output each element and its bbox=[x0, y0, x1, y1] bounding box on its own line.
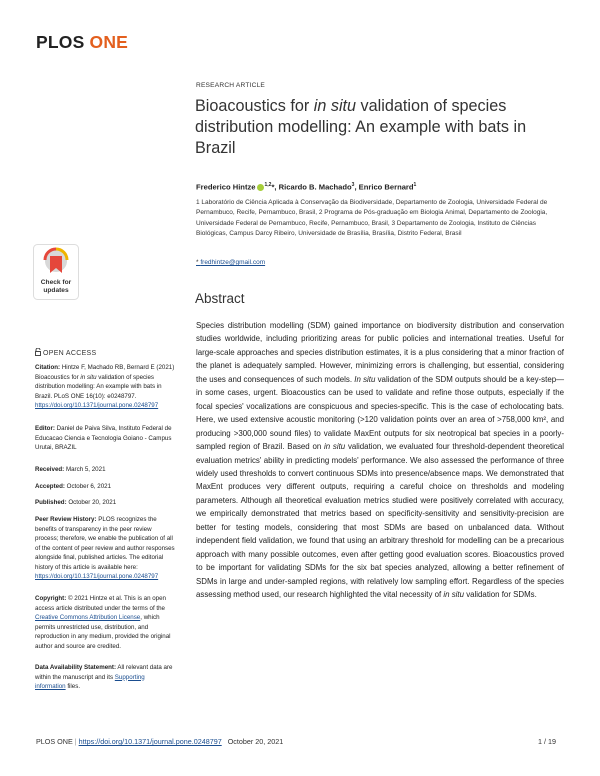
open-access-label: OPEN ACCESS bbox=[35, 348, 96, 357]
orcid-icon[interactable] bbox=[257, 184, 264, 191]
published-date: Published: October 20, 2021 bbox=[35, 499, 117, 506]
citation-block: Citation: Hintze F, Machado RB, Bernard E (2021) Bioacoustics for in situ validation of species distribution modelling: An example with bats in Brazil. PLoS ONE 16(10): e0248797. https://doi.org/10.1371/journal.pone.0248797 bbox=[35, 364, 175, 409]
peer-review-block: Peer Review History: PLOS recognizes the benefits of transparency in the peer review process; therefore, we enable the publication of all of the content of peer review and author responses alongside final, published articles. The editorial history of this article is available here: https://doi.org/10.1371/journal.pone.0248797 bbox=[35, 516, 175, 580]
svg-text:updates: updates bbox=[43, 287, 69, 294]
citation-doi-link[interactable]: https://doi.org/10.1371/journal.pone.0248797 bbox=[35, 402, 159, 409]
journal-logo: PLOS ONE bbox=[36, 32, 129, 52]
supporting-info-link[interactable]: Supporting information bbox=[35, 673, 145, 690]
check-for-updates-badge[interactable] bbox=[33, 244, 79, 300]
editor-block: Editor: Daniel de Paiva Silva, Instituto Federal de Educacao Ciencia e Tecnologia Goiano - Campus Urutai, BRAZIL bbox=[35, 425, 172, 451]
footer-doi-link[interactable]: https://doi.org/10.1371/journal.pone.0248797 bbox=[78, 737, 222, 746]
svg-text:Check for: Check for bbox=[40, 279, 72, 286]
peer-review-link[interactable]: https://doi.org/10.1371/journal.pone.0248797 bbox=[35, 573, 159, 580]
check-for-updates-icon bbox=[33, 244, 79, 300]
corresponding-email[interactable]: * fredhintze@gmail.com bbox=[196, 259, 266, 266]
copyright-block: Copyright: © 2021 Hintze et al. This is an open access article distributed under the terms of the Creative Commons Attribution License, which permits unrestricted use, distribution, and reproduction in any medium, provided the original author and source are credited. bbox=[35, 595, 171, 650]
abstract-body: Species distribution modelling (SDM) gained importance on biodiversity distribution and conservation studies worldwide, including prioritizing areas for public policies and international treaties. Useful for large-scale approaches and species distribution estimates, it is a plus considering that a minor fraction of the planet is adequately sampled. However, minimizing errors is challenging, but essential, considering the uses and consequences of such models. In situ validation of the SDM outputs should be a key-step—in some cases, urgent. Bioacoustics can be used to validate and refine those outputs, especially if the focal species' vocalizations are conspicuous and species-specific. This is the case of echolocating bats. Here, we used extensive acoustic monitoring (>120 validation points over an area of >758,000 km², and producing >300,000 sound files) to validate MaxEnt outputs for six neotropical bat species in a poorly-sampled region of Brazil. Based on in situ validation, we evaluated four threshold-dependent theoretical evaluation metrics' ability in predicting models' performance. We also assessed the performance of three widely used thresholds to convert continuous SDMs into presence/absence maps. We demonstrated that MaxEnt produces very different outputs, requiring a careful choice on thresholds and modeling parameters. Although all theoretical evaluation metrics studied were positively correlated with accuracy, we empirically demonstrated that metrics based on specificity-sensitivity and sensitivity-precision are better for testing models, considering that most SDMs are based on unbalanced data. Without independent field validation, we found that using an arbitrary threshold for modelling can be a precarious approach with many possible outcomes, even after getting good evaluation scores. Bioacoustics proved to be important for validating SDMs for the six bat species analyzed, allowing a better refinement of SDMs in large and under-sampled regions, with relatively low sampling effort. Regardless of the species assessing method used, our research highlighted the vital necessity of in situ validation for SDMs. bbox=[196, 321, 564, 600]
open-lock-icon bbox=[35, 348, 41, 356]
abstract-heading: Abstract bbox=[195, 291, 245, 306]
article-type-label: RESEARCH ARTICLE bbox=[196, 82, 266, 89]
data-availability-block: Data Availability Statement: All relevant data are within the manuscript and its Supporting information files. bbox=[35, 664, 173, 690]
affiliations: 1 Laboratório de Ciência Aplicada à Conservação da Biodiversidade, Departamento de Zoologia, Universidade Federal de Pernambuco, Recife, Pernambuco, Brasil, 2 Programa de Pós-graduação em Biologia Animal, Departamento de Zoologia, Universidade Federal de Pernambuco, Recife, Pernambuco, Brasil, 3 Departamento de Zoologia, Instituto de Ciências Biológicas, Campus Darcy Ribeiro, Universidade de Brasília, Brasília, Distrito Federal, Brasil bbox=[196, 199, 548, 238]
author-list: Frederico Hintze $^{1,2}$*, Ricardo B. Machado$^3$, Enrico Bernard$^1$ bbox=[196, 182, 417, 192]
license-link[interactable]: Creative Commons Attribution License bbox=[35, 614, 141, 621]
accepted-date: Accepted: October 6, 2021 bbox=[35, 483, 112, 490]
page-number: 1 / 19 bbox=[538, 737, 556, 746]
page-footer: PLOS ONE | https://doi.org/10.1371/journal.pone.0248797 October 20, 2021 bbox=[36, 737, 284, 746]
article-title: Bioacoustics for in situ validation of species distribution modelling: An example with bats in Brazil bbox=[195, 97, 527, 157]
received-date: Received: March 5, 2021 bbox=[35, 466, 106, 473]
